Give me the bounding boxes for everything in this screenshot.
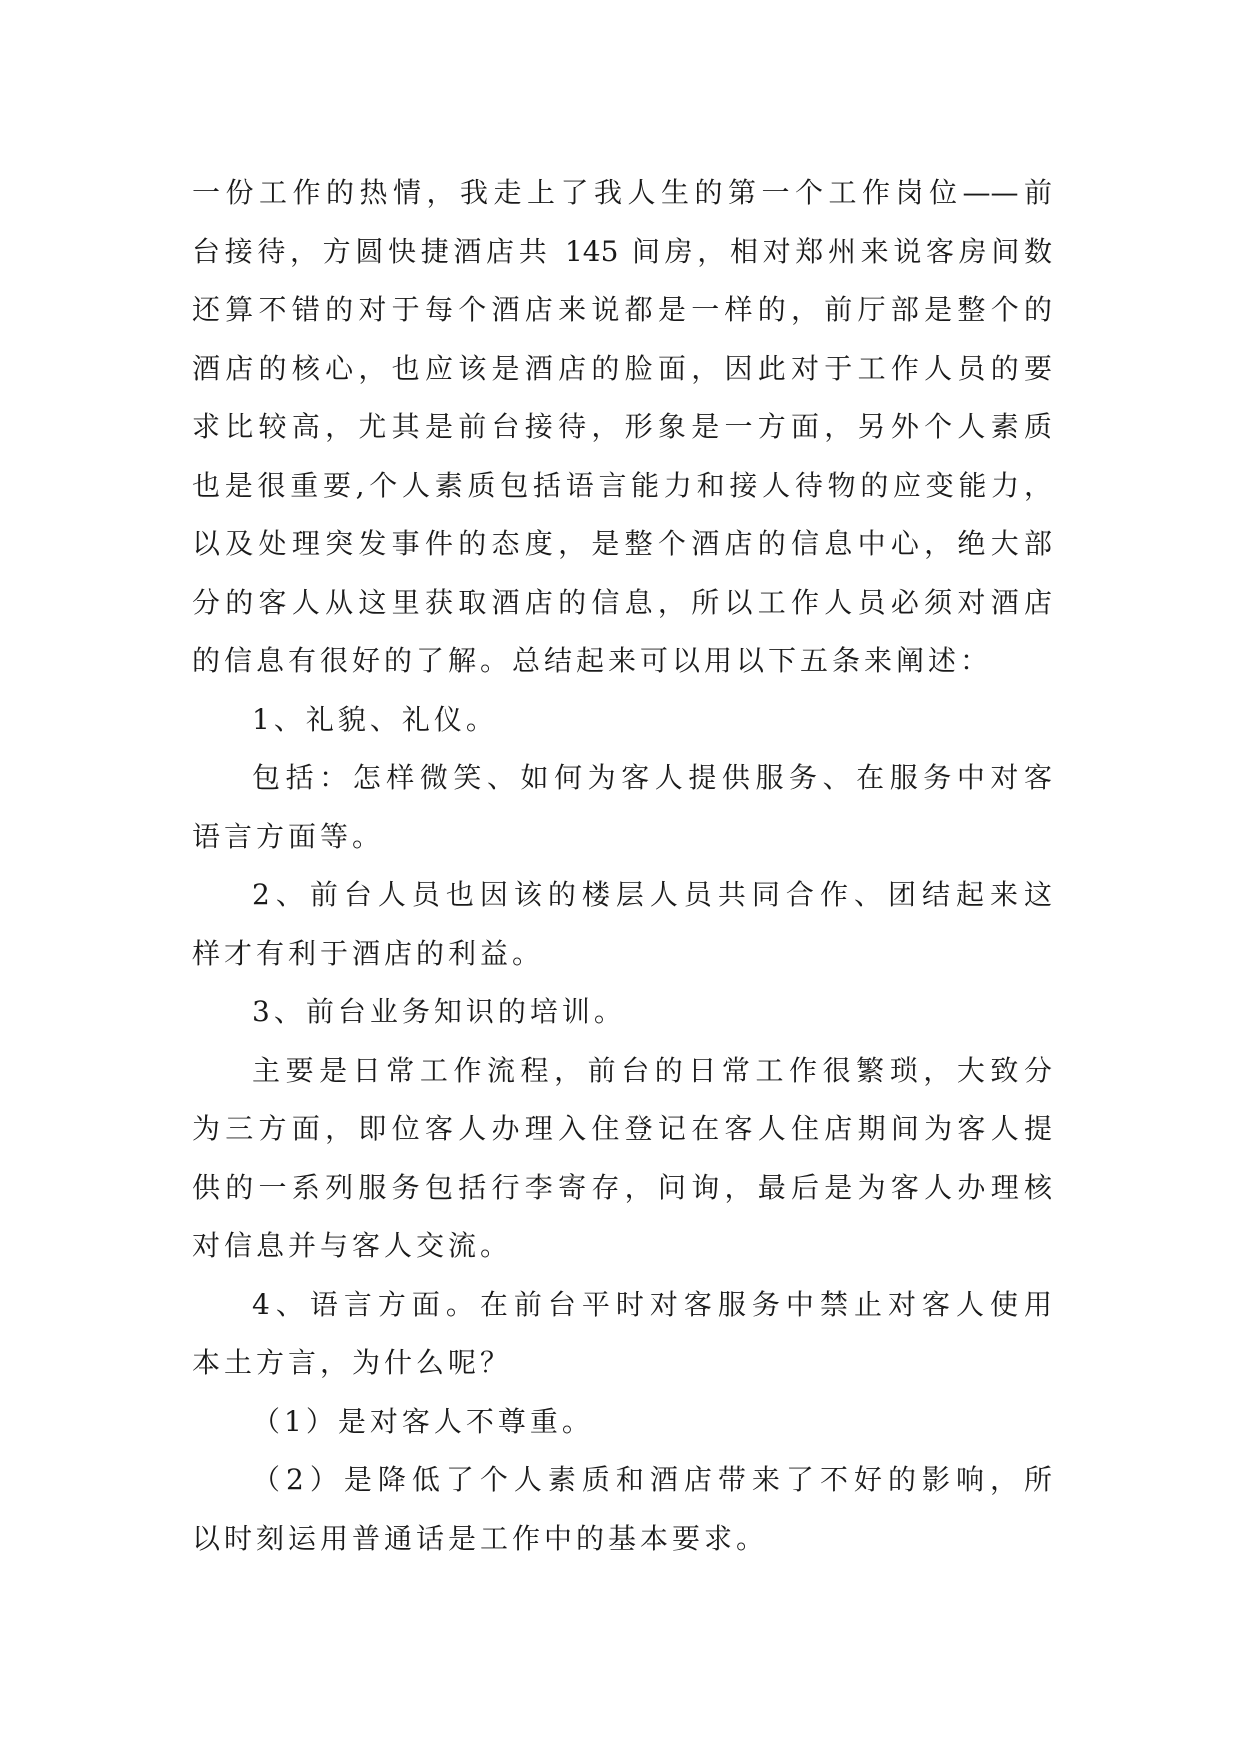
- text-line: 对信息并与客人交流。: [192, 1229, 513, 1262]
- list-item-heading: 4、语言方面。在前台平时对客服务中禁止对客人使用: [252, 1287, 1052, 1321]
- text-line: 为三方面，即位客人办理入住登记在客人住店期间为客人提: [192, 1112, 1052, 1145]
- text-line: 样才有利于酒店的利益。: [192, 936, 545, 970]
- text-line: 分的客人从这里获取酒店的信息，所以工作人员必须对酒店: [192, 585, 1052, 619]
- text-line: 语言方面等。: [192, 819, 385, 853]
- text-line: 酒店的核心，也应该是酒店的脸面，因此对于工作人员的要: [192, 351, 1052, 385]
- list-item-heading: 2、前台人员也因该的楼层人员共同合作、团结起来这: [252, 878, 1052, 911]
- text-line: 也是很重要,个人素质包括语言能力和接人待物的应变能力，: [192, 468, 1052, 502]
- text-line: 本土方言，为什么呢？: [192, 1346, 513, 1379]
- text-line: 供的一系列服务包括行李寄存，问询，最后是为客人办理核: [192, 1170, 1052, 1204]
- text-line: 包括：怎样微笑、如何为客人提供服务、在服务中对客: [252, 761, 1052, 794]
- text-line: 台接待，方圆快捷酒店共 145 间房，相对郑州来说客房间数: [192, 234, 1052, 268]
- text-line: 还算不错的对于每个酒店来说都是一样的，前厅部是整个的: [192, 293, 1052, 326]
- list-item-heading: 3、前台业务知识的培训。: [252, 995, 626, 1028]
- text-line: 以时刻运用普通话是工作中的基本要求。: [192, 1521, 769, 1555]
- text-line: 求比较高，尤其是前台接待，形象是一方面，另外个人素质: [192, 410, 1052, 443]
- text-line: 一份工作的热情，我走上了我人生的第一个工作岗位——前: [192, 176, 1052, 209]
- list-item-heading: 1、礼貌、礼仪。: [252, 702, 498, 736]
- text-line: 主要是日常工作流程，前台的日常工作很繁琐，大致分: [252, 1053, 1052, 1087]
- document-body: [192, 164, 1052, 1568]
- text-line: 以及处理突发事件的态度，是整个酒店的信息中心，绝大部: [192, 527, 1052, 560]
- sub-item: （1）是对客人不尊重。: [252, 1404, 594, 1438]
- text-line: 的信息有很好的了解。总结起来可以用以下五条来阐述：: [192, 644, 993, 677]
- sub-item: （2）是降低了个人素质和酒店带来了不好的影响，所: [252, 1463, 1052, 1496]
